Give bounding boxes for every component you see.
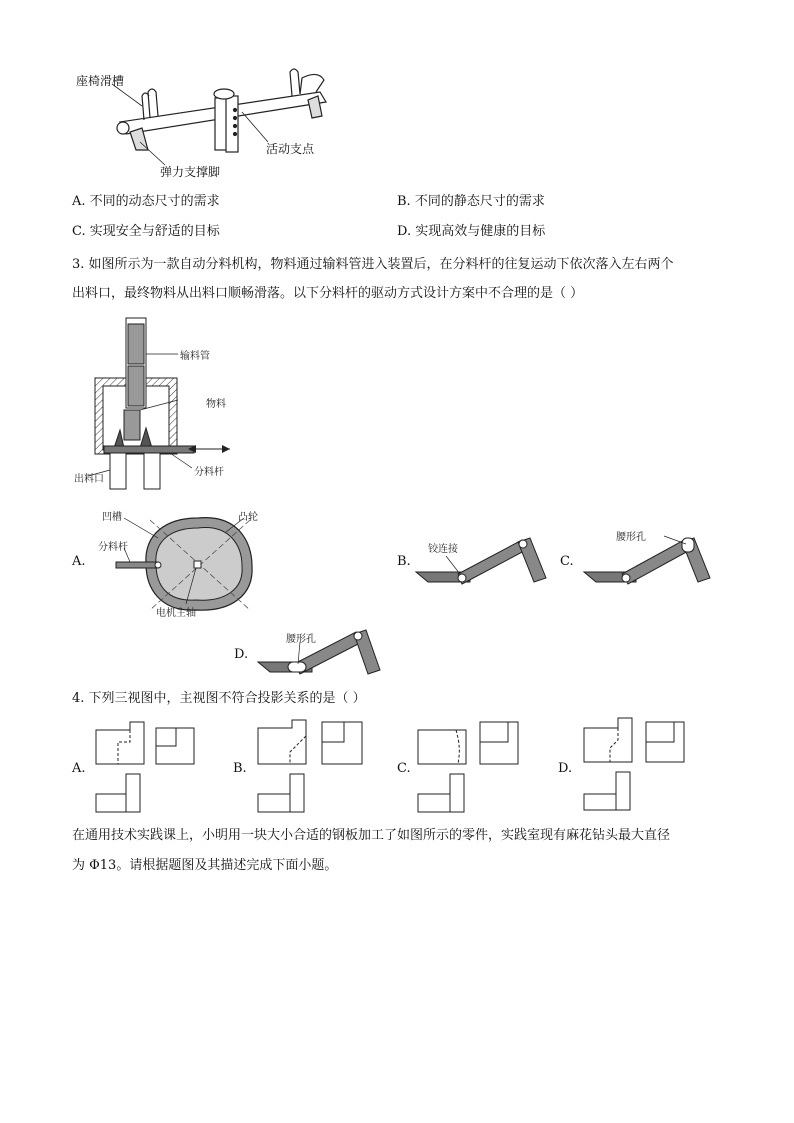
label-outlet: 出料口 [74, 474, 104, 485]
q4-stem: 4. 下列三视图中，主视图不符合投影关系的是（ ） [72, 691, 366, 706]
q4-option-d: D. [558, 761, 573, 776]
q3-option-c-letter: C. [560, 554, 574, 569]
label-cam-groove: 凹槽 [102, 512, 122, 523]
q4-option-c: C. [397, 761, 411, 776]
label-cam-rod: 分料杆 [98, 542, 128, 553]
intro-line1: 在通用技术实践课上，小明用一块大小合适的钢板加工了如图所示的零件，实践室现有麻花钻头最大直径 [72, 828, 671, 843]
label-spring-leg: 弹力支撑脚 [160, 165, 221, 179]
q2-option-a: A. 不同的动态尺寸的需求 [72, 194, 220, 209]
q2-option-d: D. 实现高效与健康的目标 [397, 224, 546, 239]
q2-option-b: B. 不同的静态尺寸的需求 [397, 194, 545, 209]
label-material: 物料 [206, 399, 226, 410]
label-slot-c: 腰形孔 [616, 532, 646, 543]
q3-stem-line1: 3. 如图所示为一款自动分料机构，物料通过输料管进入装置后，在分料杆的往复运动下依次落入左右两个 [72, 257, 674, 272]
q3-option-a-letter: A. [72, 554, 86, 569]
label-seat-groove: 座椅滑槽 [76, 74, 125, 88]
label-rod: 分料杆 [194, 467, 224, 478]
label-slot-d: 腰形孔 [286, 634, 316, 645]
intro-line2: 为 Φ13。请根据题图及其描述完成下面小题。 [72, 858, 338, 873]
q3-option-d-letter: D. [234, 647, 249, 662]
label-hinge: 铰连接 [428, 544, 458, 555]
q3-stem-line2: 出料口，最终物料从出料口顺畅滑落。以下分料杆的驱动方式设计方案中不合理的是（ ） [72, 286, 584, 301]
q2-option-c: C. 实现安全与舒适的目标 [72, 224, 220, 239]
q4-option-a: A. [72, 761, 86, 776]
label-cam: 凸轮 [238, 512, 258, 523]
label-motor-shaft: 电机主轴 [156, 608, 196, 619]
label-pivot: 活动支点 [266, 142, 315, 156]
label-feed-pipe: 输料管 [180, 351, 210, 362]
q3-option-b-letter: B. [397, 554, 411, 569]
q4-option-b: B. [233, 761, 247, 776]
